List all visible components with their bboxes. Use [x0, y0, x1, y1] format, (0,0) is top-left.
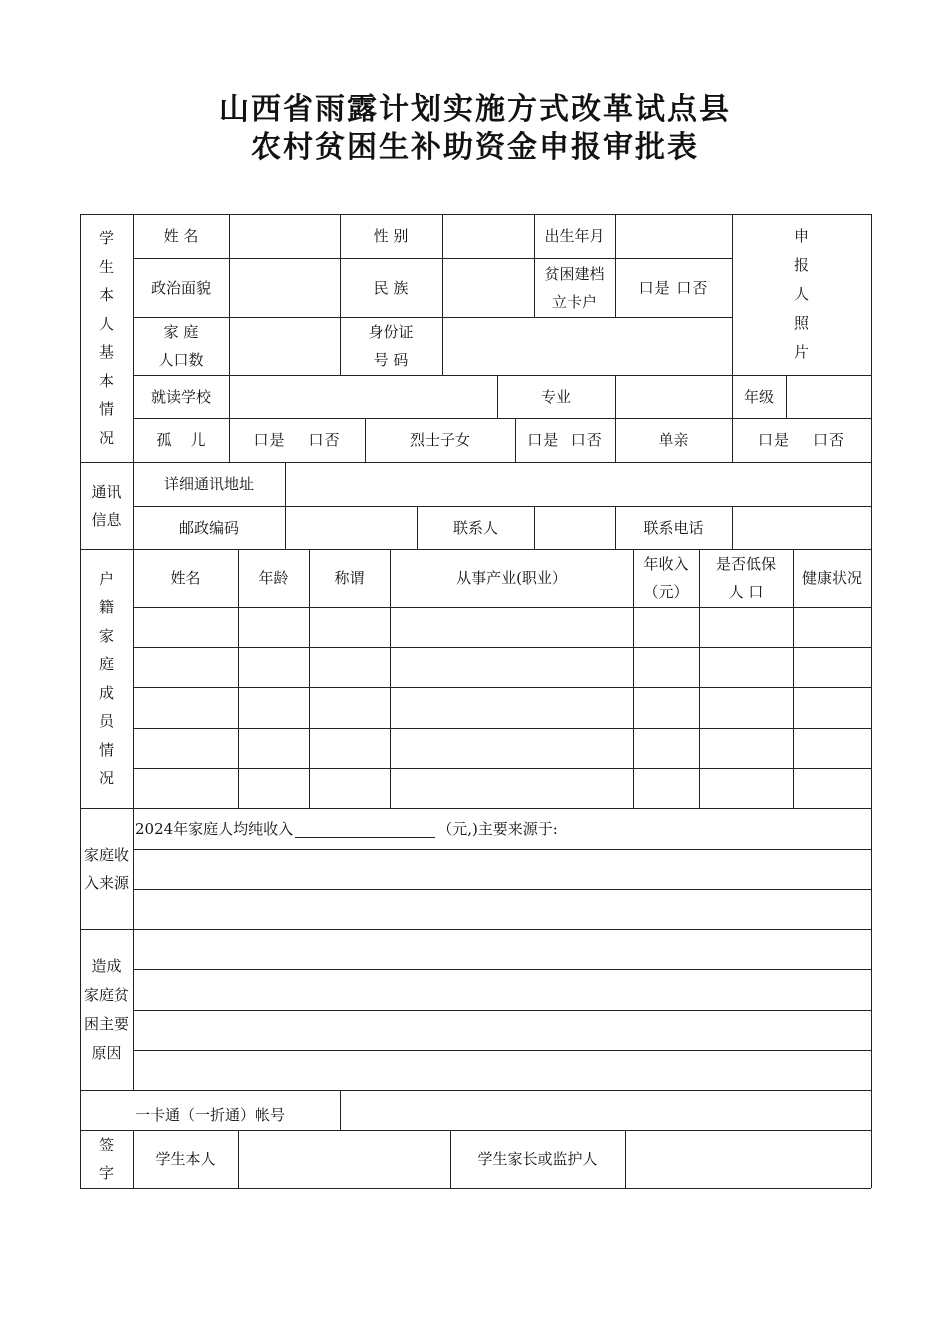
- grade-label: 年级: [743, 387, 774, 406]
- major-label: 专业: [540, 387, 571, 406]
- ethnicity-label: 民 族: [373, 278, 409, 297]
- family-member-cell[interactable]: [309, 768, 390, 808]
- family-member-cell[interactable]: [390, 647, 633, 687]
- id-number-field[interactable]: [442, 317, 732, 375]
- school-label: 就读学校: [150, 387, 211, 406]
- gender-label: 性 别: [373, 227, 409, 245]
- family-member-cell[interactable]: [390, 728, 633, 768]
- name-label: 姓 名: [163, 227, 199, 245]
- id-number-label: 身份证 号 码: [368, 323, 414, 369]
- family-member-cell[interactable]: [309, 647, 390, 687]
- family-member-cell[interactable]: [793, 728, 871, 768]
- political-status-label: 政治面貌: [150, 278, 211, 297]
- phone-field[interactable]: [732, 506, 871, 549]
- family-section-header: 户 籍 家 庭 成 员 情 况: [98, 569, 114, 787]
- family-member-cell[interactable]: [133, 728, 238, 768]
- school-field[interactable]: [229, 375, 497, 418]
- signature-section-header: 签 字: [98, 1136, 114, 1182]
- family-member-cell[interactable]: [309, 607, 390, 647]
- poverty-card-checkbox[interactable]: 口是 口否: [638, 278, 709, 297]
- poverty-reason-header: 造成 家庭贫 困主要 原因: [83, 956, 129, 1062]
- birth-date-label: 出生年月: [544, 227, 605, 245]
- income-suffix: （元,)主要来源于:: [437, 819, 558, 838]
- family-member-cell[interactable]: [699, 647, 793, 687]
- birth-date-field[interactable]: [615, 214, 732, 258]
- student-signature-field[interactable]: [238, 1130, 450, 1188]
- family-member-cell[interactable]: [309, 687, 390, 728]
- income-prefix: 2024年家庭人均纯收入: [135, 819, 294, 838]
- income-source-field[interactable]: [133, 849, 871, 889]
- family-col-age: 年龄: [258, 569, 289, 587]
- income-line: [133, 808, 871, 849]
- family-member-cell[interactable]: [238, 647, 309, 687]
- family-col-low-income: 是否低保 人 口: [715, 555, 776, 601]
- family-member-cell[interactable]: [699, 728, 793, 768]
- family-member-cell[interactable]: [238, 728, 309, 768]
- postcode-label: 邮政编码: [178, 518, 239, 537]
- family-member-cell[interactable]: [133, 768, 238, 808]
- postcode-field[interactable]: [285, 506, 417, 549]
- bank-account-label: 一卡通（一折通）帐号: [134, 1106, 285, 1124]
- phone-label: 联系电话: [643, 518, 704, 537]
- guardian-signature-label: 学生家长或监护人: [477, 1150, 598, 1168]
- family-col-occupation: 从事产业(职业）: [456, 569, 567, 587]
- family-col-health: 健康状况: [801, 569, 862, 587]
- family-member-cell[interactable]: [390, 768, 633, 808]
- family-member-cell[interactable]: [238, 607, 309, 647]
- bank-account-field[interactable]: [340, 1090, 871, 1130]
- family-member-cell[interactable]: [390, 607, 633, 647]
- orphan-label: 孤 儿: [156, 431, 206, 449]
- family-member-cell[interactable]: [133, 647, 238, 687]
- form-title-line1: 山西省雨露计划实施方式改革试点县: [219, 92, 731, 127]
- ethnicity-field[interactable]: [442, 258, 534, 317]
- guardian-signature-field[interactable]: [625, 1130, 871, 1188]
- family-member-cell[interactable]: [238, 687, 309, 728]
- orphan-checkbox[interactable]: 口是 口否: [253, 431, 341, 449]
- family-member-cell[interactable]: [309, 728, 390, 768]
- family-col-name: 姓名: [170, 569, 201, 587]
- family-member-cell[interactable]: [699, 607, 793, 647]
- family-member-cell[interactable]: [793, 607, 871, 647]
- family-col-relation: 称谓: [334, 569, 365, 587]
- income-section-header: 家庭收 入来源: [83, 845, 129, 892]
- family-member-cell[interactable]: [793, 647, 871, 687]
- family-member-cell[interactable]: [633, 768, 699, 808]
- table-border-bottom: [80, 1188, 871, 1189]
- grade-field[interactable]: [786, 375, 871, 418]
- form-title-line2: 农村贫困生补助资金申报审批表: [251, 130, 699, 165]
- family-member-cell[interactable]: [133, 607, 238, 647]
- student-section-header: 学 生 本 人 基 本 情 况: [98, 229, 114, 447]
- address-field[interactable]: [285, 462, 871, 506]
- student-signature-label: 学生本人: [155, 1150, 216, 1168]
- poverty-reason-field[interactable]: [133, 929, 871, 1090]
- family-member-cell[interactable]: [633, 728, 699, 768]
- family-col-income: 年收入 （元）: [643, 555, 689, 601]
- major-field[interactable]: [615, 375, 732, 418]
- family-member-cell[interactable]: [633, 647, 699, 687]
- household-size-field[interactable]: [229, 317, 340, 375]
- family-member-cell[interactable]: [699, 768, 793, 808]
- name-field[interactable]: [229, 214, 340, 258]
- political-status-field[interactable]: [229, 258, 340, 317]
- address-label: 详细通讯地址: [163, 475, 254, 493]
- per-capita-income-field[interactable]: [295, 819, 435, 838]
- family-member-cell[interactable]: [133, 687, 238, 728]
- family-member-cell[interactable]: [390, 687, 633, 728]
- contact-person-label: 联系人: [452, 518, 498, 537]
- contact-section-header: 通讯 信息: [91, 482, 122, 529]
- applicant-photo-box[interactable]: 申 报 人 照 片: [793, 227, 809, 361]
- single-parent-label: 单亲: [658, 431, 689, 449]
- family-member-cell[interactable]: [633, 607, 699, 647]
- gender-field[interactable]: [442, 214, 534, 258]
- income-source-field[interactable]: [133, 889, 871, 929]
- family-member-cell[interactable]: [699, 687, 793, 728]
- family-member-cell[interactable]: [633, 687, 699, 728]
- household-size-label: 家 庭 人口数: [158, 323, 204, 369]
- family-member-cell[interactable]: [793, 768, 871, 808]
- family-member-cell[interactable]: [238, 768, 309, 808]
- family-member-cell[interactable]: [793, 687, 871, 728]
- martyr-child-label: 烈士子女: [409, 431, 470, 449]
- contact-person-field[interactable]: [534, 506, 615, 549]
- table-border-right: [871, 214, 872, 1188]
- poverty-card-label: 贫困建档 立卡户: [544, 264, 605, 311]
- martyr-child-checkbox[interactable]: 口是 口否: [527, 431, 603, 449]
- single-parent-checkbox[interactable]: 口是 口否: [757, 431, 846, 449]
